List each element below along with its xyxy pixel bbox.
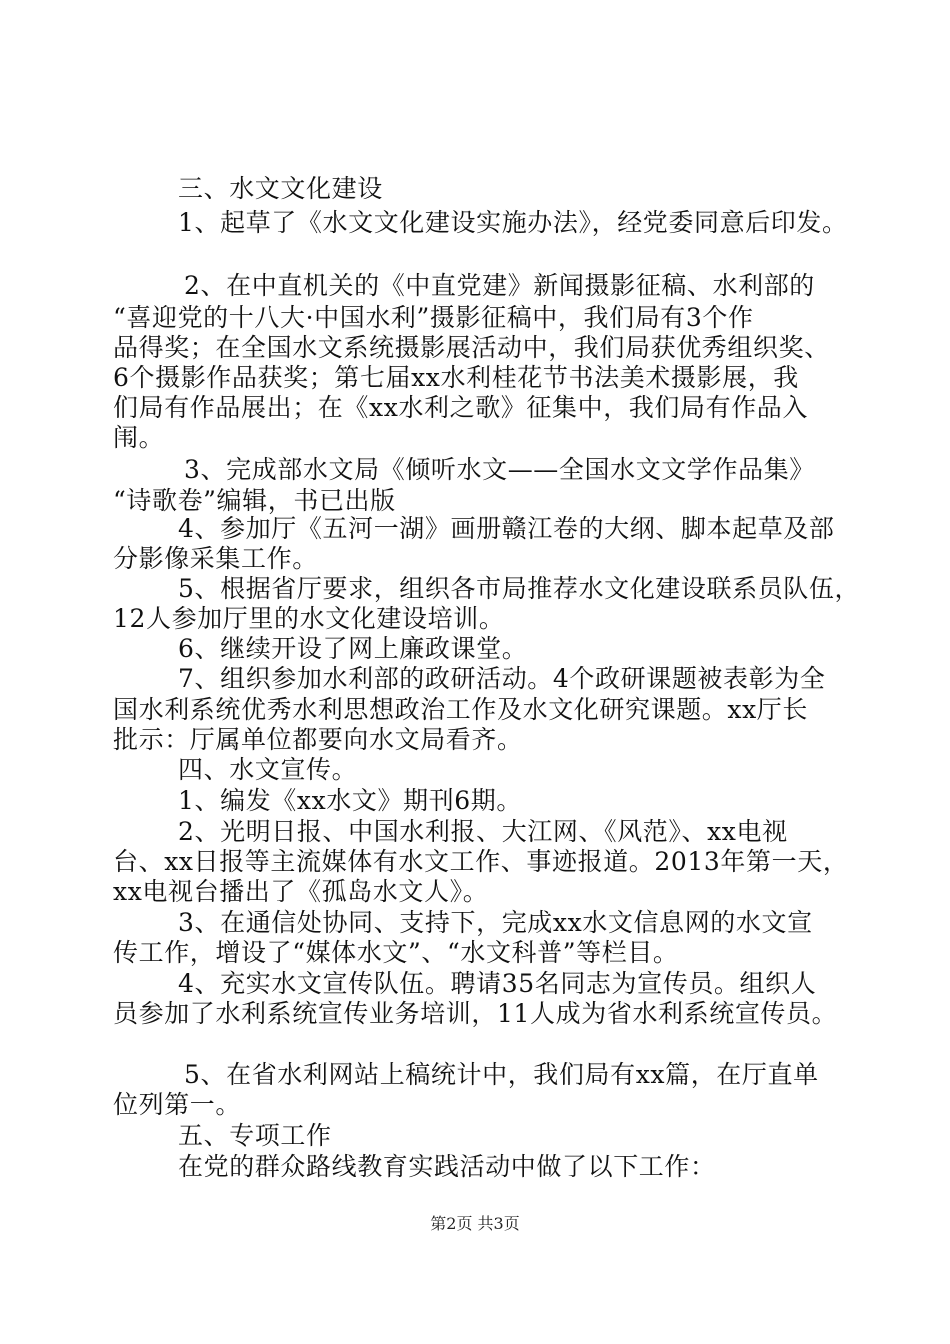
paragraph-line: 1、起草了《水文文化建设实施办法》，经党委同意后印发。 [178, 208, 848, 237]
section-heading: 四、水文宣传。 [178, 755, 358, 784]
paragraph-line: 2、在中直机关的《中直党建》新闻摄影征稿、水利部的 [184, 271, 815, 300]
paragraph-line: xx电视台播出了《孤岛水文人》。 [113, 877, 489, 906]
paragraph-line: 分影像采集工作。 [113, 544, 318, 573]
paragraph-line: 位列第一。 [113, 1090, 242, 1119]
paragraph-line: 闱。 [113, 423, 165, 452]
paragraph-line: 1、编发《xx水文》期刊6期。 [178, 786, 523, 815]
paragraph-line: 7、组织参加水利部的政研活动。4个政研课题被表彰为全 [178, 664, 826, 693]
paragraph-line: 12人参加厅里的水文化建设培训。 [113, 604, 505, 633]
paragraph-line: 3、在通信处协同、支持下，完成xx水文信息网的水文宣 [178, 908, 813, 937]
paragraph-line: 4、参加厅《五河一湖》画册赣江卷的大纲、脚本起草及部 [178, 514, 835, 543]
paragraph-line: 5、在省水利网站上稿统计中，我们局有xx篇，在厅直单 [184, 1060, 819, 1089]
paragraph-line: 4、充实水文宣传队伍。聘请35名同志为宣传员。组织人 [178, 969, 817, 998]
paragraph-line: 在党的群众路线教育实践活动中做了以下工作： [178, 1152, 716, 1181]
paragraph-line: 3、完成部水文局《倾听水文——全国水文文学作品集》 [184, 455, 815, 484]
paragraph-line: “诗歌卷”编辑，书已出版 [113, 486, 396, 515]
paragraph-line: 台、xx日报等主流媒体有水文工作、事迹报道。2013年第一天， [113, 847, 849, 876]
paragraph-line: 6个摄影作品获奖；第七届xx水利桂花节书法美术摄影展，我 [113, 363, 799, 392]
section-heading: 三、水文文化建设 [178, 174, 383, 203]
paragraph-line: 国水利系统优秀水利思想政治工作及水文化研究课题。xx厅长 [113, 695, 809, 724]
section-heading: 五、专项工作 [178, 1121, 332, 1150]
paragraph-line: 员参加了水利系统宣传业务培训，11人成为省水利系统宣传员。 [113, 999, 838, 1028]
paragraph-line: 传工作，增设了“媒体水文”、“水文科普”等栏目。 [113, 938, 679, 967]
paragraph-line: 品得奖；在全国水文系统摄影展活动中，我们局获优秀组织奖、 [113, 333, 830, 362]
paragraph-line: 批示：厅属单位都要向水文局看齐。 [113, 725, 523, 754]
paragraph-line: 2、光明日报、中国水利报、大江网、《风范》、xx电视 [178, 817, 788, 846]
paragraph-line: 5、根据省厅要求，组织各市局推荐水文化建设联系员队伍， [178, 574, 861, 603]
paragraph-line: 6、继续开设了网上廉政课堂。 [178, 634, 528, 663]
page-footer: 第2页 共3页 [430, 1214, 520, 1233]
paragraph-line: 们局有作品展出；在《xx水利之歌》征集中，我们局有作品入 [113, 393, 809, 422]
paragraph-line: “喜迎党的十八大·中国水利”摄影征稿中，我们局有3个作 [113, 303, 754, 332]
